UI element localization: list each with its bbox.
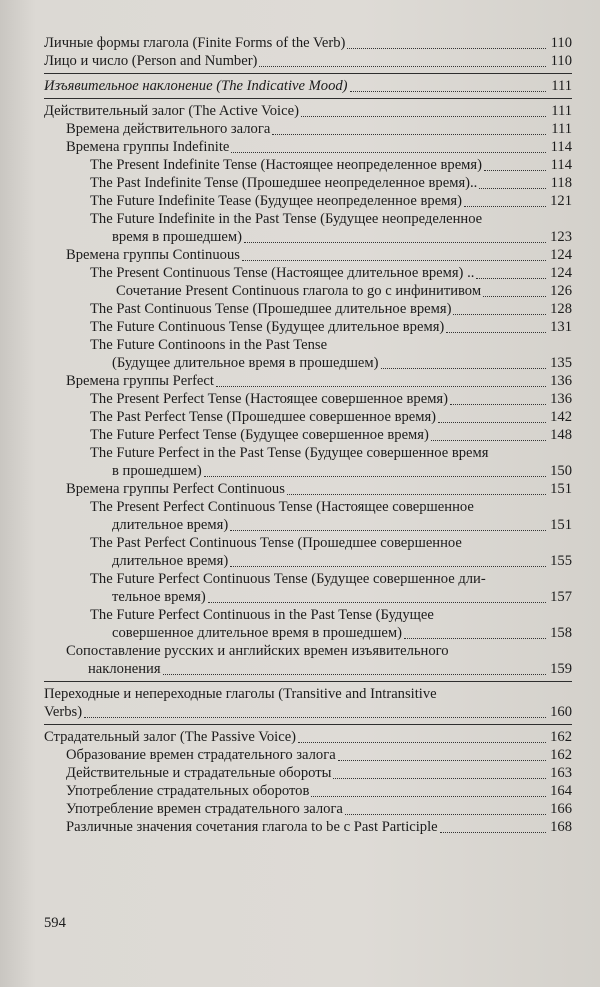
toc-entry[interactable] — [44, 52, 572, 70]
entry-title: Личные формы глагола (Finite Forms of the Verb) — [44, 35, 346, 51]
dot-leader — [84, 706, 546, 718]
dot-leader — [479, 177, 546, 189]
entry-page: 158 — [550, 625, 572, 641]
dot-leader — [272, 123, 546, 135]
entry-title: Различные значения сочетания глагола to be с Past Participle — [66, 819, 438, 835]
toc-entry[interactable] — [44, 192, 572, 210]
dot-leader — [440, 821, 546, 833]
entry-title: The Future Continuous Tense (Будущее длительное время) — [90, 319, 445, 335]
toc-entry[interactable] — [44, 210, 572, 246]
toc-section-transitive — [44, 681, 572, 724]
entry-title-line-1: Переходные и непереходные глаголы (Transitive and Intransitive — [44, 686, 437, 702]
toc-section-passive-voice — [44, 724, 572, 839]
entry-title: Страдательный залог (The Passive Voice) — [44, 729, 297, 745]
entry-title: Употребление времен страдательного залога — [66, 801, 343, 817]
toc-entry[interactable] — [44, 408, 572, 426]
toc-entry[interactable] — [44, 570, 572, 606]
entry-title-line-2: в прошедшем) — [112, 463, 202, 479]
toc-entry[interactable] — [44, 800, 572, 818]
entry-page: 162 — [550, 747, 572, 763]
toc-entry[interactable] — [44, 77, 572, 95]
dot-leader — [450, 393, 546, 405]
toc-entry[interactable] — [44, 246, 572, 264]
entry-page: 123 — [550, 229, 572, 245]
dot-leader — [431, 429, 546, 441]
entry-title: Времена группы Perfect — [66, 373, 214, 389]
dot-leader — [338, 749, 546, 761]
dot-leader — [208, 591, 546, 603]
entry-page: 151 — [550, 481, 572, 497]
dot-leader — [476, 267, 546, 279]
dot-leader — [298, 731, 546, 743]
entry-page: 110 — [550, 53, 572, 69]
entry-page: 163 — [550, 765, 572, 781]
toc-entry[interactable] — [44, 746, 572, 764]
entry-page: 111 — [551, 103, 572, 119]
dot-leader — [446, 321, 546, 333]
dot-leader — [230, 519, 546, 531]
entry-page: 159 — [550, 661, 572, 677]
entry-title-line-2: тельное время) — [112, 589, 206, 605]
toc-entry[interactable] — [44, 336, 572, 372]
dot-leader — [404, 627, 546, 639]
entry-title-line-1: The Future Perfect Continuous Tense (Будущее совершенное дли- — [90, 571, 486, 587]
dot-leader — [464, 195, 546, 207]
toc-entry[interactable] — [44, 728, 572, 746]
dot-leader — [287, 483, 546, 495]
toc-entry[interactable] — [44, 444, 572, 480]
entry-title-line-1: The Future Perfect in the Past Tense (Будущее совершенное время — [90, 445, 489, 461]
toc-section-finite-forms — [44, 34, 572, 73]
entry-title-line-1: Сопоставление русских и английских времен изъявительного — [66, 643, 449, 659]
entry-page: 114 — [550, 139, 572, 155]
toc-entry[interactable] — [44, 498, 572, 534]
toc-entry[interactable] — [44, 818, 572, 836]
entry-page: 124 — [550, 265, 572, 281]
toc-entry[interactable] — [44, 426, 572, 444]
dot-leader — [381, 357, 547, 369]
entry-title-line-2: длительное время) — [112, 517, 229, 533]
entry-page: 136 — [550, 373, 572, 389]
entry-title: Употребление страдательных оборотов — [66, 783, 310, 799]
dot-leader — [347, 37, 546, 49]
entry-page: 155 — [550, 553, 572, 569]
entry-title: The Present Indefinite Tense (Настоящее неопределенное время) — [90, 157, 482, 173]
entry-page: 164 — [550, 783, 572, 799]
entry-title-line-1: The Future Indefinite in the Past Tense (Будущее неопределенное — [90, 211, 483, 227]
entry-title: Времена группы Perfect Continuous — [66, 481, 285, 497]
dot-leader — [244, 231, 546, 243]
entry-title: Сочетание Present Continuous глагола to go с инфинитивом — [116, 283, 482, 299]
entry-title-line-2: Verbs) — [44, 704, 83, 720]
dot-leader — [301, 105, 546, 117]
entry-title: Образование времен страдательного залога — [66, 747, 336, 763]
entry-title-line-1: The Future Continoons in the Past Tense — [90, 337, 328, 353]
toc-entry[interactable] — [44, 318, 572, 336]
entry-title-line-2: длительное время) — [112, 553, 229, 569]
toc-entry[interactable] — [44, 282, 572, 300]
dot-leader — [204, 465, 546, 477]
toc-entry[interactable] — [44, 138, 572, 156]
entry-page: 124 — [550, 247, 572, 263]
entry-page: 110 — [550, 35, 572, 51]
entry-page: 168 — [550, 819, 572, 835]
dot-leader — [350, 80, 546, 92]
entry-title: Времена группы Indefinite — [66, 139, 230, 155]
dot-leader — [242, 249, 546, 261]
toc-entry[interactable] — [44, 156, 572, 174]
dot-leader — [230, 555, 546, 567]
toc-entry[interactable] — [44, 764, 572, 782]
toc-entry[interactable] — [44, 606, 572, 642]
toc-entry[interactable] — [44, 642, 572, 678]
entry-title-line-2: (Будущее длительное время в прошедшем) — [112, 355, 379, 371]
entry-page: 131 — [550, 319, 572, 335]
entry-title: The Past Perfect Tense (Прошедшее совершенное время) — [90, 409, 437, 425]
entry-page: 136 — [550, 391, 572, 407]
toc-section-indicative-mood — [44, 73, 572, 98]
dot-leader — [453, 303, 546, 315]
entry-page: 118 — [550, 175, 572, 191]
entry-page: 121 — [550, 193, 572, 209]
dot-leader — [484, 159, 546, 171]
entry-title-line-2: время в прошедшем) — [112, 229, 242, 245]
entry-page: 126 — [550, 283, 572, 299]
table-of-contents — [44, 34, 572, 839]
toc-entry[interactable] — [44, 120, 572, 138]
dot-leader — [333, 767, 546, 779]
toc-section-active-voice — [44, 98, 572, 681]
entry-page: 135 — [550, 355, 572, 371]
entry-page: 111 — [551, 121, 572, 137]
entry-page: 114 — [550, 157, 572, 173]
entry-page: 160 — [550, 704, 572, 720]
entry-title: The Future Perfect Tense (Будущее совершенное время) — [90, 427, 429, 443]
entry-title: The Present Perfect Tense (Настоящее совершенное время) — [90, 391, 449, 407]
page-number: 594 — [44, 915, 66, 931]
dot-leader — [259, 55, 546, 67]
entry-page: 151 — [550, 517, 572, 533]
entry-page: 166 — [550, 801, 572, 817]
entry-page: 111 — [551, 78, 572, 94]
entry-title-line-1: The Past Perfect Continuous Tense (Прошедшее совершенное — [90, 535, 462, 551]
entry-title: The Future Indefinite Tease (Будущее неопределенное время) — [90, 193, 463, 209]
entry-page: 142 — [550, 409, 572, 425]
entry-page: 148 — [550, 427, 572, 443]
toc-entry[interactable] — [44, 174, 572, 192]
entry-title: Изъявительное наклонение (The Indicative Mood) — [44, 78, 348, 94]
dot-leader — [345, 803, 546, 815]
dot-leader — [483, 285, 546, 297]
entry-title-line-1: The Present Perfect Continuous Tense (Настоящее совершенное — [90, 499, 474, 515]
entry-title: The Present Continuous Tense (Настоящее длительное время) .. — [90, 265, 475, 281]
entry-title: Действительные и страдательные обороты — [66, 765, 332, 781]
dot-leader — [438, 411, 546, 423]
entry-page: 157 — [550, 589, 572, 605]
entry-page: 162 — [550, 729, 572, 745]
entry-title-line-2: наклонения — [88, 661, 161, 677]
entry-title-line-2: совершенное длительное время в прошедшем) — [112, 625, 402, 641]
entry-title: Действительный залог (The Active Voice) — [44, 103, 299, 119]
dot-leader — [231, 141, 546, 153]
entry-page: 128 — [550, 301, 572, 317]
toc-entry[interactable] — [44, 264, 572, 282]
toc-entry[interactable] — [44, 300, 572, 318]
dot-leader — [311, 785, 546, 797]
toc-entry[interactable] — [44, 534, 572, 570]
dot-leader — [216, 375, 546, 387]
entry-title: The Past Continuous Tense (Прошедшее длительное время) — [90, 301, 452, 317]
toc-entry[interactable] — [44, 372, 572, 390]
toc-entry[interactable] — [44, 390, 572, 408]
toc-entry[interactable] — [44, 102, 572, 120]
entry-page: 150 — [550, 463, 572, 479]
dot-leader — [163, 663, 546, 675]
entry-title-line-1: The Future Perfect Continuous in the Past Tense (Будущее — [90, 607, 434, 623]
entry-title: The Past Indefinite Tense (Прошедшее неопределенное время).. — [90, 175, 478, 191]
entry-title: Времена действительного залога — [66, 121, 271, 137]
toc-entry[interactable] — [44, 34, 572, 52]
entry-title: Времена группы Continuous — [66, 247, 240, 263]
entry-title: Лицо и число (Person and Number) — [44, 53, 258, 69]
toc-entry[interactable] — [44, 685, 572, 721]
toc-entry[interactable] — [44, 480, 572, 498]
toc-entry[interactable] — [44, 782, 572, 800]
